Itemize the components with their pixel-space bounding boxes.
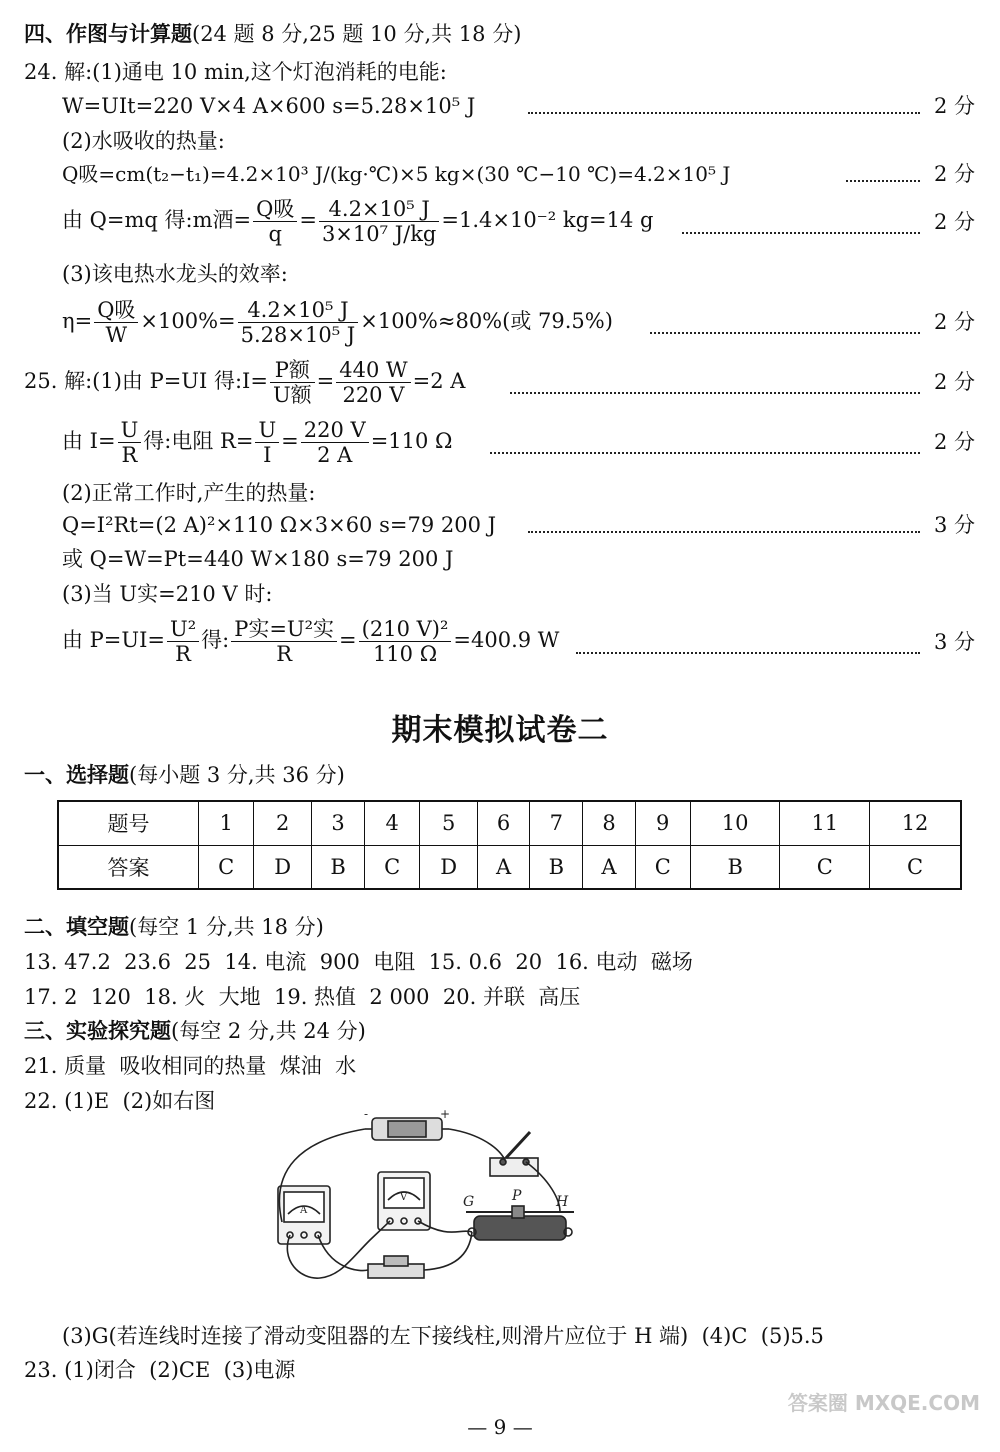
q25-l2-post: =110 Ω [370,429,453,454]
battery-icon [365,1118,449,1140]
denominator: R [175,642,191,667]
score-q24-4: 2 分 [934,310,976,334]
answer-table [57,800,962,890]
q24-line-2: (2)水吸收的热量: [62,129,225,153]
page-number: — 9 — [467,1415,533,1439]
section-1-note: (每小题 3 分,共 36 分) [129,763,345,787]
question-number: 12 [870,801,961,845]
switch-icon [490,1132,538,1176]
fill-answers-line-1: 13. 47.2 23.6 25 14. 电流 900 电阻 15. 0.6 20 16. 电动 磁场 [24,950,693,974]
fraction [94,298,138,347]
section-3-heading [24,1021,366,1042]
answer-cell: D [420,845,478,889]
q25-line-2: 由 I= $\frac{U}{R}$ 得:电阻 R= $\frac{U}{I}$ = $\frac{220 V}{2 A}$ =110 Ω [62,418,453,468]
leader-dots [528,112,920,114]
numerator: Q吸 [94,298,138,323]
fill-answers-line-2: 17. 2 120 18. 火 大地 19. 热值 2 000 20. 并联 高压 [24,985,581,1009]
question-number: 9 [635,801,690,845]
denominator: 110 Ω [372,642,438,667]
answer-cell: C [870,845,961,889]
q25-l2-pre: 由 I= [62,429,116,454]
q24-l4-post: =1.4×10⁻² kg=14 g [441,208,654,233]
q24-line-5: (3)该电热水龙头的效率: [62,262,288,286]
denominator: 2 A [317,443,353,468]
score-q24-3: 2 分 [934,210,976,234]
fraction [319,197,439,246]
ammeter-label: A [300,1205,308,1216]
score-q24-2: 2 分 [934,162,976,186]
q25-post: =2 A [412,369,466,394]
numerator: (210 V)² [359,617,452,642]
q24-intro: 24. 解:(1)通电 10 min,这个灯泡消耗的电能: [24,60,447,84]
section-3-note: (每空 2 分,共 24 分) [171,1019,366,1043]
question-number: 10 [690,801,780,845]
q24-line-6 [62,298,613,347]
answer-cell: C [199,845,254,889]
numerator: P实=U²实 [231,617,337,642]
section-1-title: 一、选择题 [24,763,129,787]
lamp-icon [368,1256,424,1278]
q25-l7-mid: 得: [201,628,230,653]
plus-label: + [440,1110,451,1121]
q25-line-4: Q=I²Rt=(2 A)²×110 Ω×3×60 s=79 200 J [62,513,497,537]
section-4-heading [24,24,521,45]
q25-l7-pre: 由 P=UI= [62,628,165,653]
fraction [359,617,452,666]
q23-answer: 23. (1)闭合 (2)CE (3)电源 [24,1358,296,1382]
answer-cell: A [477,845,529,889]
numerator: P额 [270,358,315,383]
section-2-heading [24,917,324,938]
voltmeter-label: V [400,1192,408,1203]
denominator: 3×10⁷ J/kg [321,222,437,247]
score-q24-1: 2 分 [934,94,976,118]
table-row [58,845,961,889]
q24-line-1: W=UIt=220 V×4 A×600 s=5.28×10⁵ J [62,94,476,118]
fraction [238,298,359,347]
question-number: 4 [365,801,420,845]
q24-l6-post: ×100%≈80%(或 79.5%) [360,309,613,334]
answer-cell: A [583,845,635,889]
fraction [301,418,369,467]
q22-answer: 22. (1)E (2)如右图 [24,1089,216,1113]
section-1-heading [24,765,345,786]
leader-dots [650,332,920,334]
q25-l2-mid: 得:电阻 R= [143,429,254,454]
row-label: 答案 [58,845,199,889]
numerator: 440 W [336,358,410,383]
numerator: 220 V [301,418,369,443]
numerator: U² [167,617,199,642]
watermark: 答案圈 MXQE.COM [787,1391,980,1415]
numerator: U [255,418,279,443]
section-2-note: (每空 1 分,共 18 分) [129,915,324,939]
answer-cell: D [254,845,312,889]
fraction [336,358,410,407]
denominator: W [105,323,128,348]
numerator: 4.2×10⁵ J [319,197,439,222]
q25-line-6: (3)当 U实=210 V 时: [62,582,273,606]
fraction [231,617,337,666]
numerator: Q吸 [253,197,297,222]
leader-dots [510,392,920,394]
q25-line-3: (2)正常工作时,产生的热量: [62,481,316,505]
q24-line-4: 由 Q=mq 得:m酒= $\frac{\text{Q吸}}{q}$ = $\frac{\text{4.2×10⁵ J}}{\text{3×10⁷ J/kg}}$ =1.4×10⁻² kg=14 g [62,197,654,247]
leader-dots [490,452,920,454]
answer-cell: C [780,845,870,889]
question-number: 7 [530,801,583,845]
answer-cell: C [365,845,420,889]
row-label: 题号 [58,801,199,845]
leader-dots [682,232,920,234]
circuit-diagram [260,1110,590,1290]
rheostat-icon [466,1206,574,1240]
question-number: 1 [199,801,254,845]
score-q25-1: 2 分 [934,370,976,394]
q25-l7-post: =400.9 W [453,628,560,653]
question-number: 5 [420,801,478,845]
label-g: G [463,1194,475,1210]
section-2-title: 二、填空题 [24,915,129,939]
question-number: 11 [780,801,870,845]
denominator: q [268,222,282,247]
answer-cell: B [311,845,364,889]
denominator: 5.28×10⁵ J [240,323,356,348]
leader-dots [576,652,920,654]
score-q25-2: 2 分 [934,430,976,454]
q22-part3-answer: (3)G(若连线时连接了滑动变阻器的左下接线柱,则滑片应位于 H 端) (4)C (5)5.5 [62,1324,824,1348]
denominator: I [263,443,272,468]
answer-cell: B [690,845,780,889]
minus-label: - [364,1110,369,1121]
section-3-title: 三、实验探究题 [24,1019,171,1043]
label-p: P [512,1188,522,1204]
fraction [253,197,297,246]
denominator: R [121,443,138,468]
question-number: 8 [583,801,635,845]
label-h: H [556,1194,569,1210]
q25-line-5: 或 Q=W=Pt=440 W×180 s=79 200 J [62,547,454,571]
denominator: 220 V [342,383,405,408]
leader-dots [846,180,920,182]
q24-l6-mid: ×100%= [140,309,236,334]
fraction [167,617,199,666]
answer-cell: C [635,845,690,889]
q24-l4-pre: 由 Q=mq 得:m酒= [62,208,252,233]
question-number: 3 [311,801,364,845]
q25-pre: 25. 解:(1)由 P=UI 得:I= [24,369,268,394]
question-number: 6 [477,801,529,845]
q24-l6-pre: η= [62,309,93,334]
numerator: U [118,418,142,443]
fraction [118,418,142,467]
q25-line-7: 由 P=UI= $\frac{\text{U²}}{R}$ 得: $\frac{\text{P实=U²实}}{R}$ = $\frac{\text{(210 V)²}}{110 \Omega}$ =400.9 W [62,617,560,667]
leader-dots [528,531,920,533]
q25-line-1: 25. 解:(1)由 P=UI 得:I= $\frac{\text{P额}}{\text{U额}}$ = $\frac{440 W}{220 V}$ =2 A [24,358,466,408]
denominator: R [276,642,293,667]
score-q25-3: 3 分 [934,513,976,537]
table-row [58,801,961,845]
answer-cell: B [530,845,583,889]
q21-answer: 21. 质量 吸收相同的热量 煤油 水 [24,1054,357,1078]
section-4-title: 四、作图与计算题 [24,22,192,46]
fraction [270,358,315,407]
q24-line-3: Q吸=cm(t₂−t₁)=4.2×10³ J/(kg·℃)×5 kg×(30 ℃−10 ℃)=4.2×10⁵ J [62,162,731,186]
question-number: 2 [254,801,312,845]
denominator: U额 [272,383,312,408]
fraction [255,418,279,467]
section-4-note: (24 题 8 分,25 题 10 分,共 18 分) [192,22,522,46]
score-q25-4: 3 分 [934,630,976,654]
exam-title: 期末模拟试卷二 [391,713,609,748]
numerator: 4.2×10⁵ J [238,298,359,323]
